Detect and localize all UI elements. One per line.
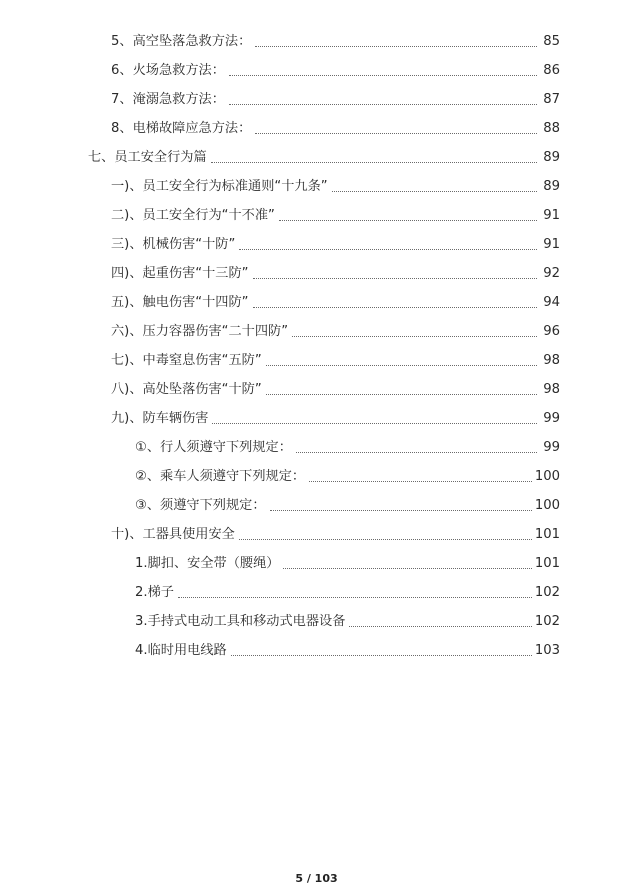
toc-entry-sub[interactable] [135,432,560,456]
toc-leader-dots [332,190,537,192]
toc-entry-page: 101 [534,556,560,571]
toc-leader-dots [239,538,532,540]
toc-leader-dots [255,132,537,134]
toc-entry-page: 87 [543,92,560,107]
toc-leader-dots [229,74,537,76]
toc-entry[interactable] [111,287,560,311]
toc-entry-page: 94 [543,295,560,310]
toc-entry-chapter[interactable] [88,142,560,166]
toc-entry-page: 92 [543,266,560,281]
toc-entry-label: ①、行人须遵守下列规定： [135,440,292,455]
toc-entry[interactable] [111,26,560,50]
toc-entry-label: 八)、高处坠落伤害“十防” [111,382,262,397]
toc-entry-page: 100 [534,469,560,484]
toc-entry-label: 5、高空坠落急救方法： [111,34,252,49]
toc-entry-sub[interactable] [135,490,560,514]
toc-entry-label: 七)、中毒窒息伤害“五防” [111,353,262,368]
toc-entry[interactable] [111,55,560,79]
toc-entry[interactable] [111,171,560,195]
toc-entry[interactable] [111,229,560,253]
toc-entry[interactable] [111,200,560,224]
toc-entry-label: 五)、触电伤害“十四防” [111,295,249,310]
toc-entry[interactable] [111,345,560,369]
toc-leader-dots [292,335,537,337]
toc-entry-page: 96 [543,324,560,339]
toc-entry-sub[interactable] [135,548,560,572]
toc-leader-dots [349,625,531,627]
toc-leader-dots [231,654,532,656]
toc-entry-page: 102 [534,585,560,600]
toc-leader-dots [279,219,537,221]
toc-leader-dots [239,248,537,250]
toc-entry[interactable] [111,316,560,340]
toc-entry-label: ③、须遵守下列规定： [135,498,266,513]
toc-entry[interactable] [111,374,560,398]
toc-entry[interactable] [111,84,560,108]
toc-entry-label: 1.脚扣、安全带（腰绳） [135,556,280,571]
toc-entry-label: 6、火场急救方法： [111,63,225,78]
toc-entry-page: 91 [543,208,560,223]
toc-entry-label: 二)、员工安全行为“十不准” [111,208,275,223]
toc-leader-dots [229,103,537,105]
toc-entry-label: 七、员工安全行为篇 [88,150,207,165]
toc-entry-page: 98 [543,382,560,397]
toc-entry-page: 99 [543,440,560,455]
toc-entry-label: 7、淹溺急救方法： [111,92,225,107]
toc-entry-label: 2.梯子 [135,585,174,600]
toc-entry-label: 六)、压力容器伤害“二十四防” [111,324,289,339]
toc-entry-page: 86 [543,63,560,78]
toc-entry-label: 三)、机械伤害“十防” [111,237,236,252]
toc-entry-label: 4.临时用电线路 [135,643,227,658]
toc-entry-page: 85 [543,34,560,49]
toc-entry-page: 100 [534,498,560,513]
toc-entry-page: 103 [534,643,560,658]
page-indicator: 5 / 103 [295,872,338,885]
toc-entry-sub[interactable] [135,577,560,601]
toc-leader-dots [266,364,537,366]
toc-entry-label: 九)、防车辆伤害 [111,411,209,426]
toc-entry-page: 88 [543,121,560,136]
toc-entry-label: ②、乘车人须遵守下列规定： [135,469,306,484]
toc-entry-page: 101 [534,527,560,542]
toc-leader-dots [253,277,538,279]
toc-entry-page: 91 [543,237,560,252]
toc-leader-dots [266,393,537,395]
toc-leader-dots [211,161,537,163]
toc-entry-label: 一)、员工安全行为标准通则“十九条” [111,179,328,194]
toc-entry[interactable] [111,403,560,427]
toc-entry-label: 十)、工器具使用安全 [111,527,235,542]
toc-entry-sub[interactable] [135,635,560,659]
toc-entry-page: 89 [543,179,560,194]
toc-entry[interactable] [111,519,560,543]
toc-leader-dots [283,567,531,569]
toc-entry[interactable] [111,258,560,282]
toc-entry-label: 3.手持式电动工具和移动式电器设备 [135,614,346,629]
toc-entry-sub[interactable] [135,461,560,485]
toc-leader-dots [253,306,538,308]
toc-entry-page: 98 [543,353,560,368]
toc-entry-sub[interactable] [135,606,560,630]
toc-entry-page: 89 [543,150,560,165]
toc-leader-dots [309,480,532,482]
toc-leader-dots [212,422,537,424]
toc-entry-page: 99 [543,411,560,426]
toc-leader-dots [178,596,532,598]
toc-leader-dots [270,509,532,511]
toc-entry[interactable] [111,113,560,137]
toc-leader-dots [296,451,537,453]
toc-leader-dots [255,45,537,47]
toc-entry-page: 102 [534,614,560,629]
toc-entry-label: 8、电梯故障应急方法： [111,121,252,136]
toc-entry-label: 四)、起重伤害“十三防” [111,266,249,281]
